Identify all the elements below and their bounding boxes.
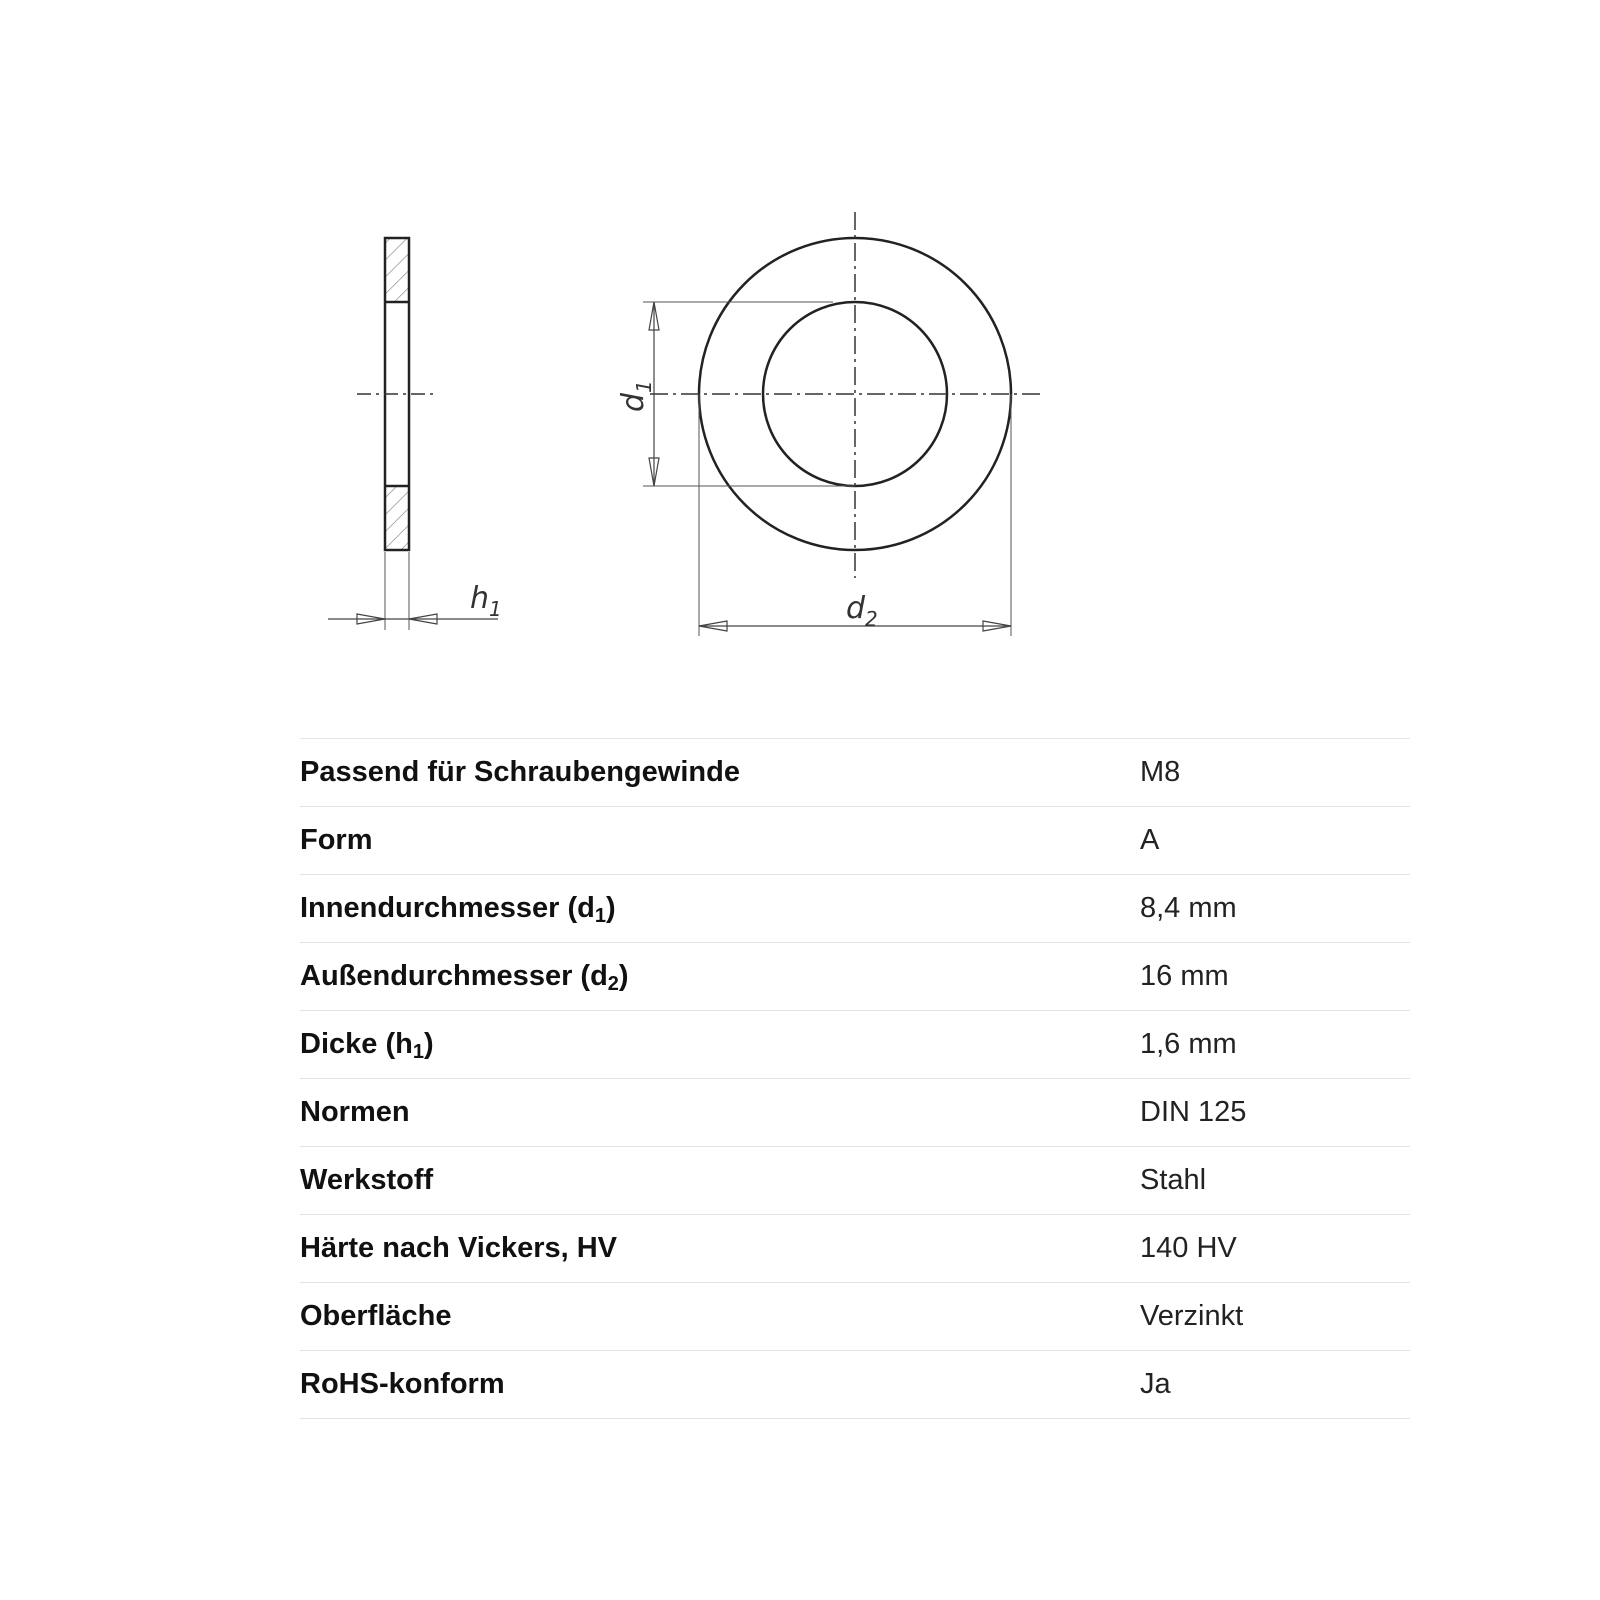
spec-label-text: Außendurchmesser (d: [300, 960, 608, 992]
spec-label: [300, 943, 1140, 1011]
spec-label: [300, 875, 1140, 943]
spec-value: 1,6 mm: [1140, 1028, 1237, 1060]
spec-label: Oberfläche: [300, 1300, 452, 1332]
washer-technical-drawing: [0, 0, 1600, 700]
spec-label: [300, 1011, 1140, 1079]
spec-value: Ja: [1140, 1368, 1171, 1400]
spec-label-subscript: 2: [607, 973, 619, 995]
spec-value: Verzinkt: [1140, 1300, 1244, 1332]
table-row: [300, 739, 1410, 807]
spec-value: 16 mm: [1140, 960, 1229, 992]
spec-label: Werkstoff: [300, 1164, 434, 1196]
section-hatch-bottom: [385, 486, 409, 550]
h1-label: $h_1$: [470, 581, 502, 621]
spec-label-close: ): [606, 892, 616, 924]
spec-label: Passend für Schraubengewinde: [300, 756, 740, 788]
spec-label: Härte nach Vickers, HV: [300, 1232, 618, 1264]
table-row: [300, 1079, 1410, 1147]
spec-value: Stahl: [1140, 1164, 1207, 1196]
table-row: [300, 1351, 1410, 1419]
spec-value: 8,4 mm: [1140, 892, 1237, 924]
table-row: [300, 1147, 1410, 1215]
spec-label-close: ): [618, 960, 629, 992]
table-row: [300, 1215, 1410, 1283]
table-row: [300, 1283, 1410, 1351]
spec-value: M8: [1140, 756, 1181, 788]
spec-value: A: [1140, 824, 1160, 856]
d2-label: $d_2$: [846, 591, 878, 631]
table-row: [300, 807, 1410, 875]
spec-label: Normen: [300, 1096, 410, 1128]
d1-label: $d_1$: [616, 380, 656, 412]
spec-label-close: ): [423, 1028, 434, 1060]
spec-value: 140 HV: [1140, 1232, 1237, 1264]
spec-label-text: Dicke (h: [300, 1028, 413, 1060]
spec-label-subscript: 1: [594, 905, 607, 927]
table-row: [300, 875, 1410, 943]
specification-table: [300, 738, 1410, 1419]
table-row: [300, 943, 1410, 1011]
spec-value: DIN 125: [1140, 1096, 1247, 1128]
table-row: [300, 1011, 1410, 1079]
spec-label-subscript: 1: [412, 1041, 424, 1063]
section-hatch-top: [385, 238, 409, 302]
spec-label-text: Innendurchmesser (d: [300, 892, 595, 924]
washer-side-view: [328, 238, 502, 630]
washer-front-view: [616, 212, 1040, 636]
spec-label: RoHS-konform: [300, 1368, 505, 1400]
spec-label: Form: [300, 824, 373, 856]
